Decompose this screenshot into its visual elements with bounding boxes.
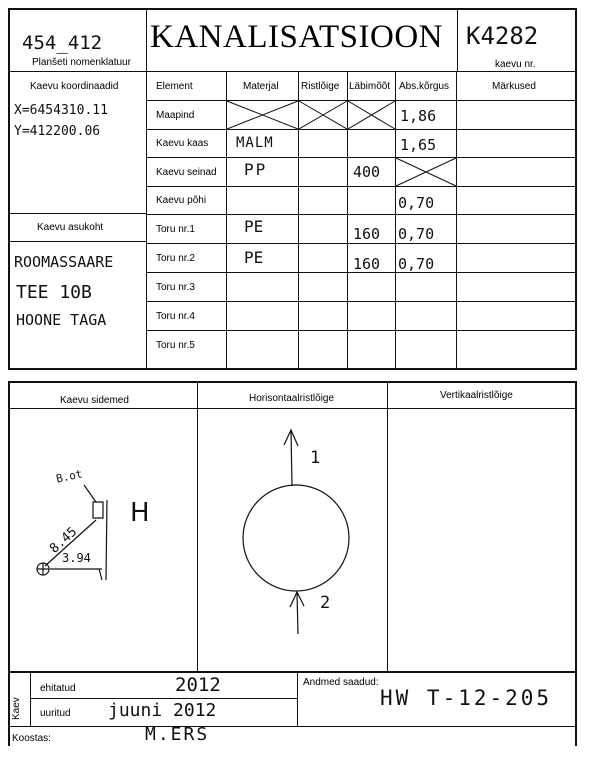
cell-elevation: 1,65: [400, 136, 437, 154]
pipe-2-label: 2: [320, 593, 331, 613]
author-value: M.ERS: [145, 724, 210, 745]
table-row-element: Toru nr.4: [156, 311, 195, 322]
table-row-element: Toru nr.1: [156, 224, 195, 235]
well-number-label: kaevu nr.: [495, 59, 536, 70]
tie-label-top: B.ot: [54, 467, 84, 486]
cell-diameter: 160: [353, 225, 381, 243]
cell-material: PP: [244, 160, 268, 179]
location-label: Kaevu asukoht: [37, 222, 104, 233]
cell-diameter: 400: [353, 163, 381, 181]
cell-elevation: 0,70: [398, 194, 435, 212]
table-row-element: Toru nr.2: [156, 253, 195, 264]
surveyed-value: juuni 2012: [108, 700, 217, 721]
table-header-diameter: Läbimõõt: [349, 81, 391, 92]
pipe-1-label: 1: [310, 448, 321, 468]
cell-elevation: 1,86: [400, 107, 437, 125]
nomenclature-value: 454_412: [22, 32, 103, 54]
surveyed-label: uuritud: [40, 708, 71, 719]
manhole-circle: [243, 485, 349, 591]
cell-material: PE: [244, 217, 264, 236]
cell-material: MALM: [236, 135, 274, 151]
building-mark: H: [130, 498, 150, 528]
cell-material: PE: [244, 248, 264, 267]
pipe-1-arrow: [284, 430, 298, 486]
pipe-2-arrow: [290, 592, 304, 634]
table-row-element: Kaevu seinad: [156, 167, 217, 178]
nomenclature-label: Planšeti nomenklatuur: [32, 57, 131, 68]
sketch-col-ties-label: Kaevu sidemed: [60, 395, 129, 406]
tie-distance-diagonal: 8.45: [47, 524, 81, 557]
data-source-label: Andmed saadud:: [303, 677, 379, 688]
author-label: Koostas:: [12, 733, 51, 744]
table-row-element: Kaevu põhi: [156, 195, 207, 206]
coordinate-x: X=6454310.11: [14, 103, 108, 118]
page-title: KANALISATSIOON: [150, 19, 443, 55]
coordinates-label: Kaevu koordinaadid: [30, 81, 119, 92]
cell-diameter: 160: [353, 255, 381, 273]
tie-distance-horizontal: 3.94: [62, 551, 91, 565]
footer-side-label: Kaev: [11, 697, 22, 720]
cell-elevation: 0,70: [398, 255, 435, 273]
table-header-section: Ristlõige: [301, 81, 340, 92]
table-row-element: Toru nr.5: [156, 340, 195, 351]
location-line-2: TEE 10B: [16, 282, 92, 303]
sketch-col-horizontal-label: Horisontaalristlõige: [249, 393, 335, 404]
data-source-value: HW T-12-205: [380, 686, 553, 710]
well-number-value: K4282: [466, 22, 539, 50]
table-row-element: Toru nr.3: [156, 282, 195, 293]
built-value: 2012: [175, 674, 221, 696]
coordinate-y: Y=412200.06: [14, 124, 101, 139]
location-line-1: ROOMASSAARE: [14, 253, 114, 271]
table-header-notes: Märkused: [492, 81, 536, 92]
table-row-element: Maapind: [156, 110, 195, 121]
sketch-col-vertical-label: Vertikaalristlõige: [440, 390, 513, 401]
table-header-element: Element: [156, 81, 193, 92]
table-header-material: Materjal: [243, 81, 279, 92]
table-row-element: Kaevu kaas: [156, 138, 209, 149]
cell-elevation: 0,70: [398, 225, 435, 243]
location-line-3: HOONE TAGA: [16, 311, 107, 329]
built-label: ehitatud: [40, 683, 76, 694]
table-header-elevation: Abs.kõrgus: [399, 81, 450, 92]
